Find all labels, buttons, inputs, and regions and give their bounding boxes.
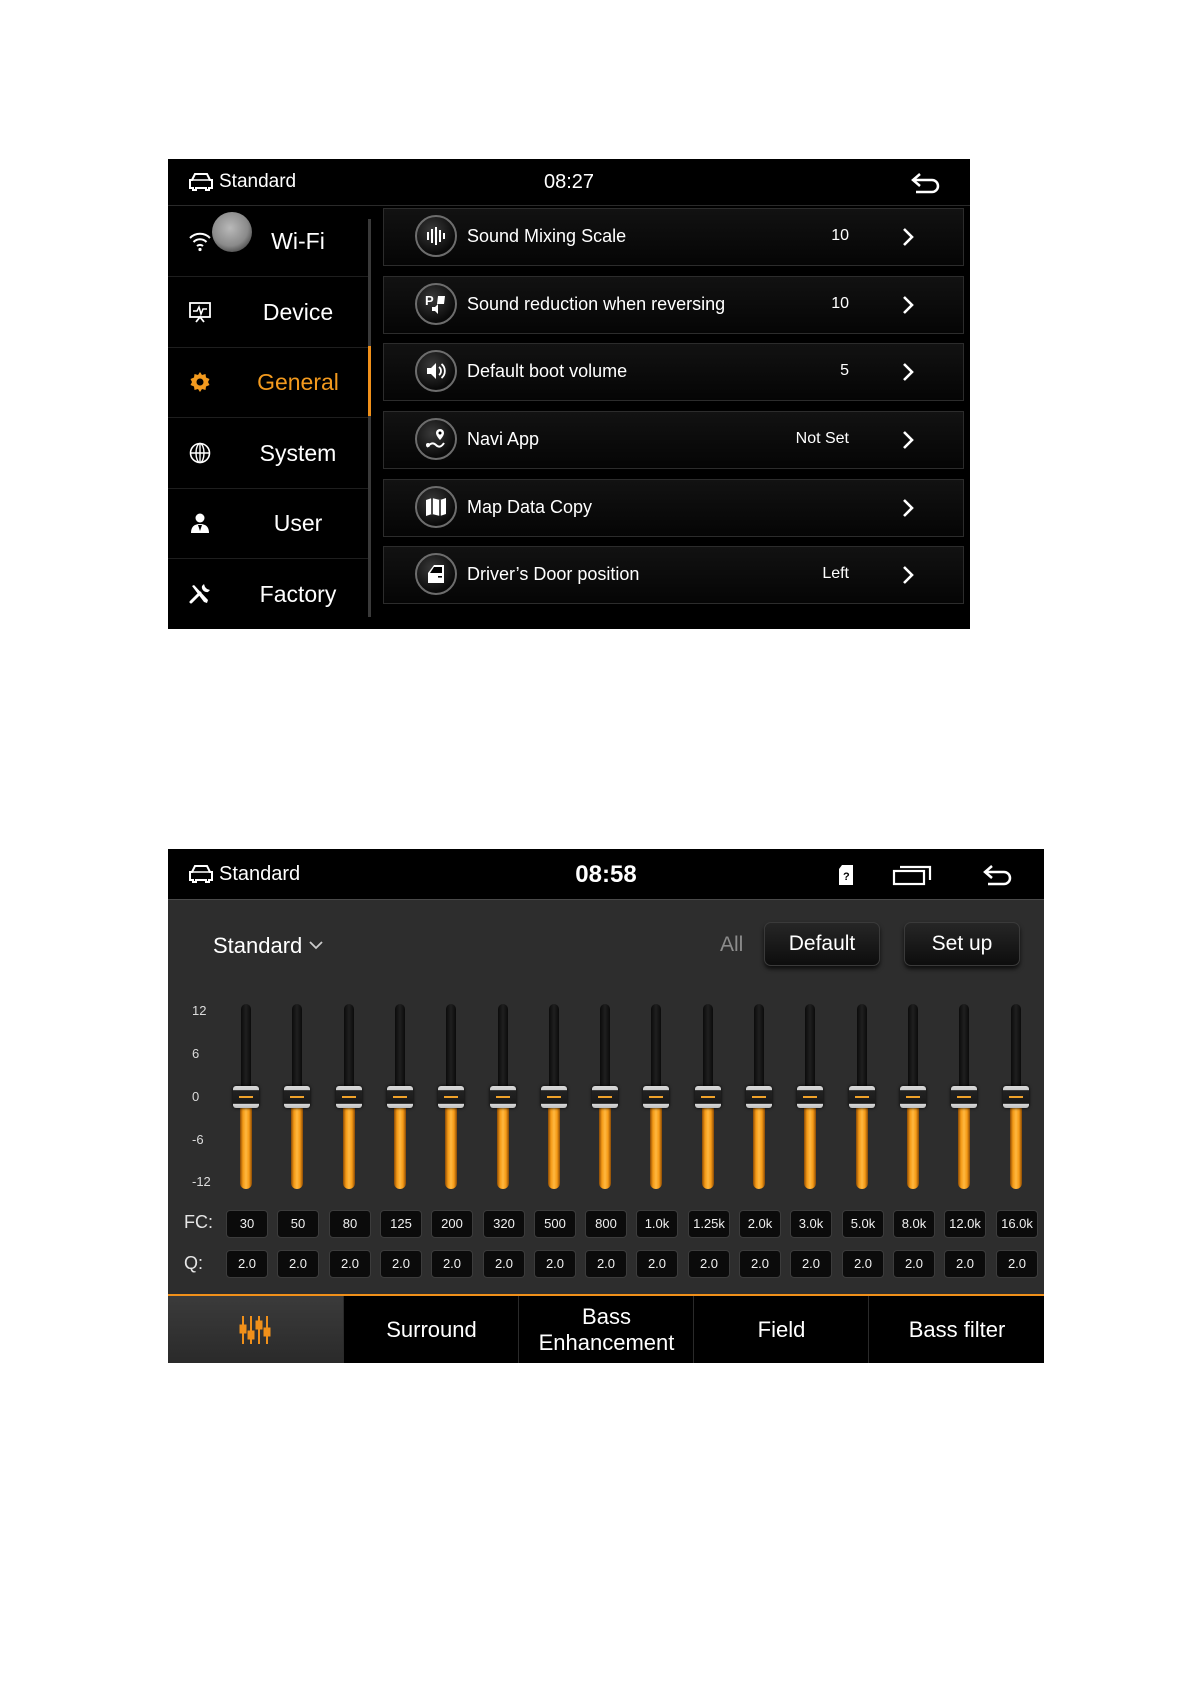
tab-surround[interactable]: Surround <box>343 1296 519 1363</box>
chevron-right-icon <box>901 564 915 586</box>
setting-value: Left <box>822 565 849 582</box>
fc-value-cell[interactable]: 200 <box>431 1210 473 1238</box>
q-value-cell[interactable]: 2.0 <box>739 1250 781 1278</box>
sd-card-icon <box>838 864 854 886</box>
sidebar <box>168 206 368 629</box>
gear-icon <box>188 370 212 394</box>
eq-slider-knob[interactable] <box>541 1086 567 1108</box>
eq-slider-knob[interactable] <box>1003 1086 1029 1108</box>
fc-value-cell[interactable]: 1.0k <box>636 1210 678 1238</box>
eq-slider-knob[interactable] <box>592 1086 618 1108</box>
setting-title: Map Data Copy <box>467 497 593 517</box>
eq-slider-fill <box>753 1097 765 1190</box>
fc-value-cell[interactable]: 50 <box>277 1210 319 1238</box>
eq-slider-fill <box>343 1097 355 1190</box>
eq-slider[interactable] <box>900 1004 926 1189</box>
eq-slider[interactable] <box>1003 1004 1029 1189</box>
q-value-cell[interactable]: 2.0 <box>226 1250 268 1278</box>
y-axis-label: 0 <box>192 1089 200 1104</box>
eq-slider-fill <box>445 1097 457 1190</box>
default-button[interactable]: Default <box>764 922 880 966</box>
setting-title: Driver’s Door position <box>467 564 640 584</box>
fc-value-cell[interactable]: 3.0k <box>790 1210 832 1238</box>
eq-slider-knob[interactable] <box>643 1086 669 1108</box>
q-value-cell[interactable]: 2.0 <box>842 1250 884 1278</box>
profile-label: Standard <box>219 171 297 192</box>
y-axis-label: -6 <box>192 1132 204 1147</box>
settings-screen <box>168 159 970 629</box>
sidebar-item-system[interactable] <box>168 418 368 489</box>
fc-value-cell[interactable]: 16.0k <box>996 1210 1038 1238</box>
sidebar-item-general[interactable] <box>168 347 368 418</box>
eq-slider[interactable] <box>746 1004 772 1189</box>
eq-slider-fill <box>548 1097 560 1190</box>
eq-slider-fill <box>240 1097 252 1190</box>
car-door-icon <box>415 553 457 595</box>
eq-slider[interactable] <box>643 1004 669 1189</box>
eq-slider-knob[interactable] <box>387 1086 413 1108</box>
sidebar-item-label: Wi-Fi <box>271 228 325 254</box>
sound-mixing-icon <box>415 215 457 257</box>
y-axis-label: -12 <box>192 1174 211 1189</box>
setting-value: 10 <box>831 227 849 244</box>
setting-row-default-boot-volume[interactable] <box>383 343 964 401</box>
eq-slider-fill <box>958 1097 970 1190</box>
eq-slider-knob[interactable] <box>849 1086 875 1108</box>
sidebar-item-label: General <box>257 369 339 395</box>
chevron-right-icon <box>901 294 915 316</box>
svg-text:?: ? <box>843 871 850 883</box>
svg-text:P: P <box>425 293 434 308</box>
q-value-cell[interactable]: 2.0 <box>585 1250 627 1278</box>
q-value-cell[interactable]: 2.0 <box>277 1250 319 1278</box>
status-bar <box>168 849 1044 900</box>
sidebar-item-user[interactable] <box>168 488 368 559</box>
fc-value-cell[interactable]: 30 <box>226 1210 268 1238</box>
eq-slider[interactable] <box>797 1004 823 1189</box>
eq-slider-fill <box>856 1097 868 1190</box>
eq-slider[interactable] <box>695 1004 721 1189</box>
fc-value-cell[interactable]: 320 <box>483 1210 525 1238</box>
eq-slider-fill <box>650 1097 662 1190</box>
q-value-cell[interactable]: 2.0 <box>996 1250 1038 1278</box>
fc-value-cell[interactable]: 500 <box>534 1210 576 1238</box>
setting-value: 5 <box>840 362 849 379</box>
user-icon <box>188 511 212 535</box>
device-icon <box>188 300 212 324</box>
map-icon <box>415 486 457 528</box>
setting-value: Not Set <box>795 430 849 447</box>
eq-slider-knob[interactable] <box>746 1086 772 1108</box>
setting-title: Navi App <box>467 429 540 449</box>
fc-value-cell[interactable]: 8.0k <box>893 1210 935 1238</box>
y-axis-label: 12 <box>192 1003 207 1018</box>
chevron-right-icon <box>901 361 915 383</box>
sidebar-item-device[interactable] <box>168 277 368 348</box>
eq-slider[interactable] <box>592 1004 618 1189</box>
eq-slider[interactable] <box>849 1004 875 1189</box>
sidebar-item-factory[interactable] <box>168 559 368 629</box>
eq-slider[interactable] <box>438 1004 464 1189</box>
q-value-cell[interactable]: 2.0 <box>944 1250 986 1278</box>
setting-row-map-data-copy[interactable] <box>383 479 964 537</box>
sidebar-item-label: Device <box>262 299 334 325</box>
fc-value-cell[interactable]: 125 <box>380 1210 422 1238</box>
eq-slider-knob[interactable] <box>438 1086 464 1108</box>
setting-title: Sound Mixing Scale <box>467 226 627 246</box>
q-value-cell[interactable]: 2.0 <box>790 1250 832 1278</box>
chevron-right-icon <box>901 497 915 519</box>
sidebar-scroll-thumb[interactable] <box>368 346 371 416</box>
all-label[interactable]: All <box>720 933 744 956</box>
q-value-cell[interactable]: 2.0 <box>688 1250 730 1278</box>
status-bar <box>168 159 970 206</box>
chevron-right-icon <box>901 226 915 248</box>
setting-title: Sound reduction when reversing <box>467 294 726 314</box>
eq-slider-knob[interactable] <box>284 1086 310 1108</box>
fc-value-cell[interactable]: 800 <box>585 1210 627 1238</box>
setting-row-sound-mixing-scale[interactable] <box>383 208 964 266</box>
eq-slider[interactable] <box>541 1004 567 1189</box>
eq-slider-knob[interactable] <box>336 1086 362 1108</box>
sidebar-item-label: User <box>273 510 323 536</box>
wifi-icon <box>188 229 212 253</box>
q-value-cell[interactable]: 2.0 <box>893 1250 935 1278</box>
eq-slider[interactable] <box>490 1004 516 1189</box>
q-value-cell[interactable]: 2.0 <box>636 1250 678 1278</box>
eq-slider-knob[interactable] <box>490 1086 516 1108</box>
sidebar-item-label: System <box>259 440 337 466</box>
eq-slider-knob[interactable] <box>233 1086 259 1108</box>
sidebar-item-wifi[interactable] <box>168 206 368 277</box>
tab-field[interactable]: Field <box>693 1296 869 1363</box>
preset-dropdown[interactable]: Standard <box>213 933 303 958</box>
equalizer-screen <box>168 849 1044 1363</box>
parking-sound-icon <box>415 283 457 325</box>
back-icon[interactable] <box>982 862 1014 886</box>
clock: 08:27 <box>543 171 595 193</box>
q-value-cell[interactable]: 2.0 <box>483 1250 525 1278</box>
speaker-icon <box>415 350 457 392</box>
eq-slider[interactable] <box>284 1004 310 1189</box>
navigation-icon <box>415 418 457 460</box>
eq-slider-fill <box>907 1097 919 1190</box>
eq-slider-fill <box>804 1097 816 1190</box>
eq-slider-fill <box>702 1097 714 1190</box>
eq-slider-knob[interactable] <box>900 1086 926 1108</box>
back-icon[interactable] <box>910 170 942 194</box>
setting-title: Default boot volume <box>467 361 628 381</box>
eq-slider[interactable] <box>336 1004 362 1189</box>
tab-bass-filter[interactable]: Bass filter <box>868 1296 1045 1363</box>
setting-row-navi-app[interactable] <box>383 411 964 469</box>
tools-icon <box>188 582 212 606</box>
sidebar-item-label: Factory <box>259 581 337 607</box>
eq-slider-fill <box>394 1097 406 1190</box>
sidebar-scrollbar[interactable] <box>368 219 371 617</box>
q-value-cell[interactable]: 2.0 <box>431 1250 473 1278</box>
profile-label: Standard <box>219 863 301 885</box>
y-axis-label: 6 <box>192 1046 200 1061</box>
fc-value-cell[interactable]: 12.0k <box>944 1210 986 1238</box>
eq-slider[interactable] <box>951 1004 977 1189</box>
eq-slider-fill <box>291 1097 303 1190</box>
fc-value-cell[interactable]: 5.0k <box>842 1210 884 1238</box>
eq-slider-fill <box>1010 1097 1022 1190</box>
touch-indicator <box>212 212 252 252</box>
q-label: Q: <box>184 1253 204 1273</box>
recent-apps-icon[interactable] <box>892 864 932 886</box>
q-value-cell[interactable]: 2.0 <box>534 1250 576 1278</box>
fc-label: FC: <box>184 1212 213 1232</box>
setting-row-drivers-door[interactable] <box>383 546 964 604</box>
chevron-right-icon <box>901 429 915 451</box>
eq-slider-knob[interactable] <box>797 1086 823 1108</box>
eq-slider-fill <box>497 1097 509 1190</box>
setting-value: 10 <box>831 295 849 312</box>
eq-slider[interactable] <box>387 1004 413 1189</box>
equalizer-icon <box>238 1312 274 1348</box>
eq-slider[interactable] <box>233 1004 259 1189</box>
chevron-down-icon[interactable] <box>308 938 324 952</box>
eq-slider-knob[interactable] <box>695 1086 721 1108</box>
fc-value-cell[interactable]: 2.0k <box>739 1210 781 1238</box>
fc-value-cell[interactable]: 1.25k <box>688 1210 730 1238</box>
setup-button[interactable]: Set up <box>904 922 1020 966</box>
q-value-cell[interactable]: 2.0 <box>329 1250 371 1278</box>
fc-value-cell[interactable]: 80 <box>329 1210 371 1238</box>
globe-icon <box>188 441 212 465</box>
tab-equalizer[interactable] <box>168 1296 343 1363</box>
tab-bar <box>168 1294 1044 1363</box>
clock: 08:58 <box>575 861 637 888</box>
q-value-cell[interactable]: 2.0 <box>380 1250 422 1278</box>
tab-bass-enhancement[interactable]: Bass Enhancement <box>518 1296 694 1363</box>
eq-slider-knob[interactable] <box>951 1086 977 1108</box>
eq-slider-fill <box>599 1097 611 1190</box>
setting-row-sound-reduction[interactable] <box>383 276 964 334</box>
